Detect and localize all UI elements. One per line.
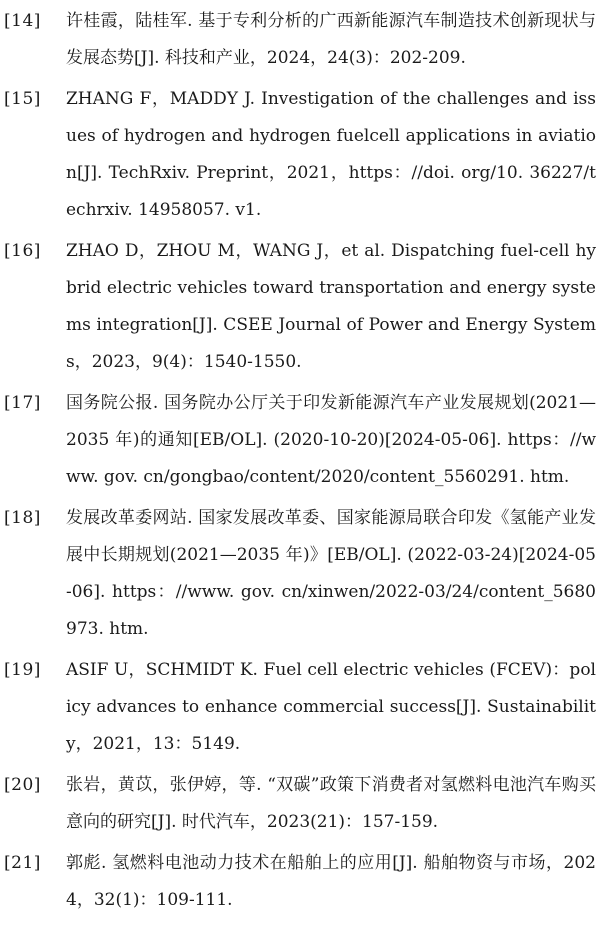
reference-list [4, 3, 596, 923]
reference-item-20 [4, 767, 596, 841]
reference-item-17 [4, 385, 596, 496]
reference-number: [14] [4, 11, 41, 31]
reference-number: [16] [4, 241, 41, 261]
reference-number: [21] [4, 853, 41, 873]
reference-item-15 [4, 81, 596, 229]
reference-text: ZHAO D，ZHOU M，WANG J，et al. Dispatching fuel-cell hybrid electric vehicles toward transportation and energy systems integration[J]. CSEE Journal of Power and Energy Systems，2023，9(4)：1540-1550. [66, 241, 596, 372]
reference-item-18 [4, 500, 596, 648]
reference-text: 郭彪. 氢燃料电池动力技术在船舶上的应用[J]. 船舶物资与市场，2024，32(1)：109-111. [66, 853, 596, 910]
reference-text: ASIF U，SCHMIDT K. Fuel cell electric vehicles (FCEV)：policy advances to enhance commercial success[J]. Sustainability，2021，13：5149. [66, 660, 596, 754]
reference-item-16 [4, 233, 596, 381]
reference-item-14 [4, 3, 596, 77]
reference-text: 发展改革委网站. 国家发展改革委、国家能源局联合印发《氢能产业发展中长期规划(2021—2035 年)》[EB/OL]. (2022-03-24)[2024-05-06]. https：//www. gov. cn/xinwen/2022-03/24/content_5680973. htm. [66, 508, 596, 639]
reference-item-19 [4, 652, 596, 763]
reference-number: [20] [4, 775, 41, 795]
reference-text: 国务院公报. 国务院办公厅关于印发新能源汽车产业发展规划(2021—2035 年)的通知[EB/OL]. (2020-10-20)[2024-05-06]. https：//www. gov. cn/gongbao/content/2020/content_5560291. htm. [66, 393, 596, 487]
reference-number: [17] [4, 393, 41, 413]
reference-text: ZHANG F，MADDY J. Investigation of the challenges and issues of hydrogen and hydrogen fuelcell applications in aviation[J]. TechRxiv. Preprint，2021，https：//doi. org/10. 36227/techrxiv. 14958057. v1. [66, 89, 596, 220]
reference-item-21 [4, 845, 596, 919]
reference-text: 张岩，黄苡，张伊婷，等. “双碳”政策下消费者对氢燃料电池汽车购买意向的研究[J]. 时代汽车，2023(21)：157-159. [66, 775, 596, 832]
reference-number: [18] [4, 508, 41, 528]
reference-text: 许桂霞，陆桂军. 基于专利分析的广西新能源汽车制造技术创新现状与发展态势[J]. 科技和产业，2024，24(3)：202-209. [66, 11, 596, 68]
reference-number: [15] [4, 89, 41, 109]
reference-number: [19] [4, 660, 41, 680]
